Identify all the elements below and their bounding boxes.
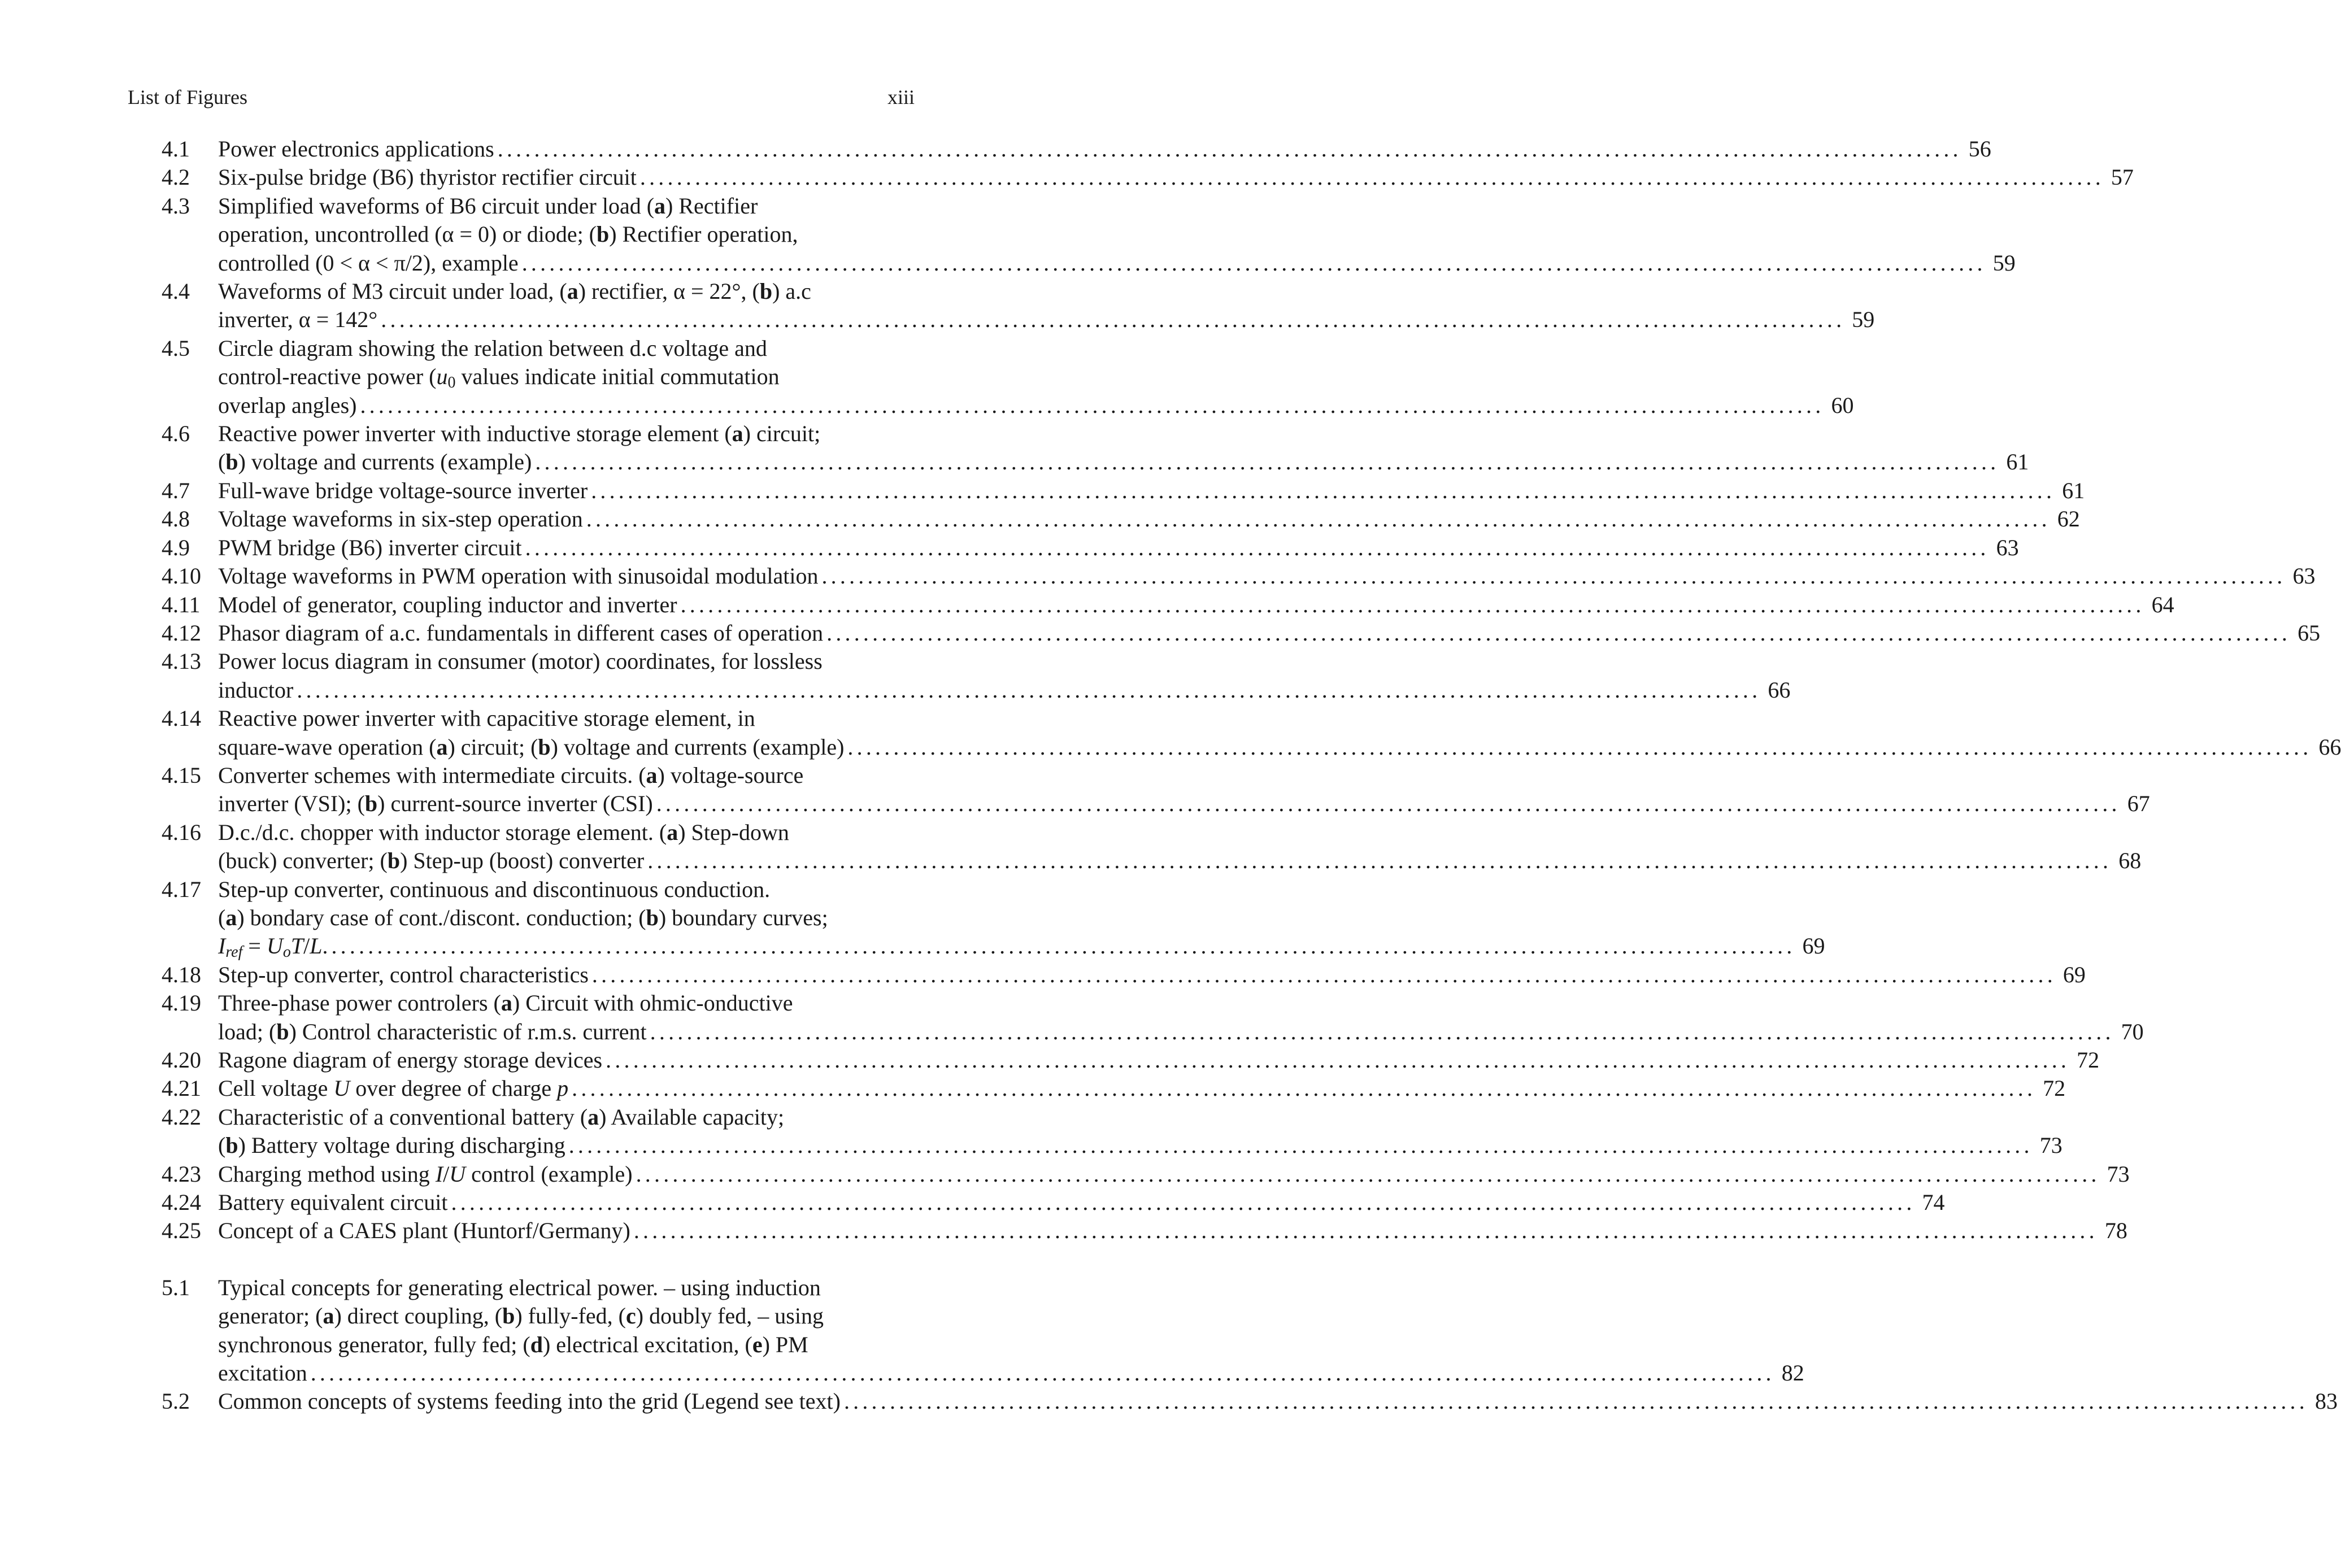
caption-last-line [218, 1131, 2062, 1160]
dot-leader: ................................................................................................................................................................ [310, 1360, 1775, 1386]
figure-caption [218, 704, 2341, 761]
dot-leader: ................................................................................................................................................................ [636, 1161, 2100, 1187]
caption-line: Step-up converter, control characteristics [218, 961, 589, 987]
figure-page-number: 60 [1831, 392, 1854, 418]
figure-entry [162, 619, 2321, 647]
figure-number: 4.13 [162, 648, 201, 674]
caption-last-line [218, 391, 1854, 420]
caption-last-line [218, 505, 2080, 533]
figure-entry [162, 647, 1791, 704]
figure-number: 5.2 [162, 1388, 190, 1414]
dot-leader: ................................................................................................................................................................ [639, 164, 2104, 190]
dot-leader: ................................................................................................................................................................ [297, 677, 1761, 703]
dot-leader: ................................................................................................................................................................ [680, 591, 2145, 617]
caption-last-line [218, 961, 2086, 989]
caption-line: Full-wave bridge voltage-source inverter [218, 477, 588, 503]
figure-page-number: 82 [1781, 1360, 1804, 1386]
figure-entry [162, 1387, 2338, 1415]
figure-number: 4.3 [162, 193, 190, 219]
caption-line: Circle diagram showing the relation between d.c voltage and [218, 335, 767, 361]
figure-caption [218, 619, 2321, 647]
caption-last-line [218, 448, 2029, 476]
figure-entry [162, 1046, 2100, 1074]
figure-caption [218, 1046, 2100, 1074]
caption-last-line [218, 534, 2019, 562]
dot-leader: ................................................................................................................................................................ [525, 534, 1990, 560]
caption-line: square-wave operation (a) circuit; (b) voltage and currents (example) [218, 734, 845, 760]
figure-entry [162, 562, 2316, 590]
figure-caption [218, 876, 1825, 961]
figure-page-number: 73 [2107, 1161, 2130, 1187]
figure-caption [218, 761, 2150, 818]
caption-last-line [218, 163, 2134, 191]
figure-page-number: 61 [2062, 477, 2085, 503]
list-of-figures [162, 135, 2341, 1416]
caption-line: Power locus diagram in consumer (motor) coordinates, for lossless [218, 648, 823, 674]
caption-last-line [218, 676, 1791, 704]
figure-entry [162, 334, 1854, 420]
caption-line: Power electronics applications [218, 136, 494, 162]
figure-entry [162, 1274, 1804, 1388]
caption-line: (b) voltage and currents (example) [218, 449, 532, 475]
figure-caption [218, 420, 2029, 477]
figure-page-number: 72 [2077, 1047, 2100, 1073]
figure-page-number: 64 [2151, 591, 2174, 617]
caption-line: Model of generator, coupling inductor and inverter [218, 591, 677, 617]
dot-leader: ................................................................................................................................................................ [568, 1133, 2033, 1158]
figure-number: 4.22 [162, 1104, 201, 1130]
caption-line: Voltage waveforms in PWM operation with sinusoidal modulation [218, 563, 819, 589]
figure-entry [162, 1188, 1945, 1217]
figure-page-number: 56 [1968, 136, 1991, 162]
caption-last-line [218, 619, 2321, 647]
caption-line: Charging method using I/U control (example) [218, 1161, 633, 1187]
caption-line: Cell voltage U over degree of charge p [218, 1075, 569, 1101]
figure-page-number: 74 [1922, 1190, 1945, 1216]
dot-leader: ................................................................................................................................................................ [497, 136, 1962, 162]
figure-caption [218, 989, 2144, 1046]
figure-caption [218, 135, 1991, 163]
dot-leader: ................................................................................................................................................................ [591, 477, 2056, 503]
figure-page-number: 72 [2043, 1075, 2066, 1101]
caption-line: inductor [218, 677, 294, 703]
dot-leader: ................................................................................................................................................................ [843, 1388, 2308, 1414]
figure-caption [218, 562, 2316, 590]
figure-number: 4.5 [162, 335, 190, 361]
figure-entry [162, 163, 2134, 191]
running-head-title: List of Figures [128, 86, 247, 108]
figure-number: 4.15 [162, 762, 201, 788]
caption-last-line [218, 847, 2142, 875]
figure-number: 4.18 [162, 961, 201, 987]
caption-last-line [218, 591, 2174, 619]
caption-last-line [218, 562, 2316, 590]
figure-page-number: 63 [1996, 534, 2019, 560]
figure-entry [162, 761, 2150, 818]
figure-caption [218, 1387, 2338, 1415]
caption-last-line [218, 1160, 2130, 1188]
figure-number: 4.19 [162, 990, 201, 1016]
figure-entry [162, 961, 2086, 989]
figure-page-number: 70 [2121, 1018, 2144, 1044]
figure-caption [218, 534, 2019, 562]
figure-number: 4.9 [162, 534, 190, 560]
figure-caption [218, 1274, 1804, 1388]
running-head-page-number: xiii [887, 86, 915, 108]
figure-number: 4.25 [162, 1218, 201, 1244]
figure-caption [218, 818, 2142, 876]
figure-entry [162, 1103, 2062, 1160]
figure-number: 4.20 [162, 1047, 201, 1073]
figure-caption [218, 334, 1854, 420]
figure-caption [218, 1217, 2127, 1245]
figure-entry [162, 818, 2142, 876]
figure-page-number: 73 [2039, 1133, 2062, 1158]
figure-page-number: 59 [1852, 307, 1875, 333]
figure-number: 4.7 [162, 477, 190, 503]
dot-leader: ................................................................................................................................................................ [650, 1018, 2114, 1044]
figure-page-number: 66 [1768, 677, 1791, 703]
figure-entry [162, 1160, 2130, 1188]
figure-entry [162, 704, 2341, 761]
figure-page-number: 66 [2318, 734, 2341, 760]
figure-number: 4.12 [162, 620, 201, 646]
caption-last-line [218, 306, 1875, 334]
figure-number: 4.23 [162, 1161, 201, 1187]
figure-number: 4.11 [162, 591, 201, 617]
caption-line: Six-pulse bridge (B6) thyristor rectifier circuit [218, 164, 637, 190]
figure-number: 4.17 [162, 876, 201, 902]
caption-line: Typical concepts for generating electrical power. – using induction [218, 1274, 821, 1300]
dot-leader: ................................................................................................................................................................ [586, 506, 2051, 532]
caption-line: D.c./d.c. chopper with inductor storage element. (a) Step-down [218, 819, 789, 845]
caption-line: Reactive power inverter with inductive storage element (a) circuit; [218, 421, 821, 447]
dot-leader: ................................................................................................................................................................ [331, 933, 1796, 959]
figure-caption [218, 647, 1791, 704]
caption-last-line [218, 1018, 2144, 1046]
figure-number: 4.10 [162, 563, 201, 589]
figure-number: 4.21 [162, 1075, 201, 1101]
caption-line: Waveforms of M3 circuit under load, (a) rectifier, α = 22°, (b) a.c [218, 278, 811, 304]
caption-line: synchronous generator, fully fed; (d) electrical excitation, (e) PM [218, 1331, 808, 1357]
figure-entry [162, 135, 1991, 163]
figure-entry [162, 1074, 2066, 1103]
caption-last-line [218, 1217, 2127, 1245]
dot-leader: ................................................................................................................................................................ [572, 1075, 2037, 1101]
dot-leader: ................................................................................................................................................................ [591, 961, 2056, 987]
running-head [128, 85, 915, 110]
caption-last-line [218, 932, 1825, 961]
figure-entry [162, 1217, 2127, 1245]
caption-line: Converter schemes with intermediate circuits. (a) voltage-source [218, 762, 804, 788]
figure-entry [162, 420, 2029, 477]
caption-line: Step-up converter, continuous and discontinuous conduction. [218, 876, 771, 902]
dot-leader: ................................................................................................................................................................ [647, 848, 2112, 874]
caption-line: inverter (VSI); (b) current-source inverter (CSI) [218, 791, 653, 817]
dot-leader: ................................................................................................................................................................ [360, 392, 1825, 418]
caption-line: PWM bridge (B6) inverter circuit [218, 534, 522, 560]
caption-line: Concept of a CAES plant (Huntorf/Germany) [218, 1218, 630, 1244]
caption-line: (a) bondary case of cont./discont. conduction; (b) boundary curves; [218, 904, 828, 930]
figure-caption [218, 1074, 2066, 1103]
figure-page-number: 78 [2104, 1218, 2127, 1244]
figure-page-number: 67 [2127, 791, 2150, 817]
figure-number: 4.6 [162, 421, 190, 447]
figure-page-number: 83 [2314, 1388, 2338, 1414]
caption-last-line [218, 135, 1991, 163]
caption-line: operation, uncontrolled (α = 0) or diode; (b) Rectifier operation, [218, 221, 798, 247]
figure-caption [218, 505, 2080, 533]
figure-number: 4.1 [162, 136, 190, 162]
figure-page-number: 59 [1992, 250, 2016, 276]
caption-line: inverter, α = 142° [218, 307, 378, 333]
caption-line: controlled (0 < α < π/2), example [218, 250, 519, 276]
dot-leader: ................................................................................................................................................................ [633, 1218, 2098, 1244]
caption-last-line [218, 1188, 1945, 1217]
dot-leader: ................................................................................................................................................................ [821, 563, 2286, 589]
figure-page-number: 69 [1802, 933, 1825, 959]
figure-page-number: 65 [2298, 620, 2321, 646]
figure-number: 4.4 [162, 278, 190, 304]
dot-leader: ................................................................................................................................................................ [535, 449, 2000, 475]
figure-entry [162, 591, 2174, 619]
figure-page-number: 62 [2057, 506, 2080, 532]
caption-line: generator; (a) direct coupling, (b) fully-fed, (c) doubly fed, – using [218, 1303, 824, 1329]
caption-line: Phasor diagram of a.c. fundamentals in different cases of operation [218, 620, 824, 646]
figure-entry [162, 277, 1875, 334]
figure-entry [162, 534, 2019, 562]
figure-number: 4.24 [162, 1190, 201, 1216]
caption-last-line [218, 249, 2016, 277]
caption-last-line [218, 1387, 2338, 1415]
caption-last-line [218, 1046, 2100, 1074]
figure-entry [162, 876, 1825, 961]
dot-leader: ................................................................................................................................................................ [381, 307, 1846, 333]
figure-caption [218, 163, 2134, 191]
caption-line: overlap angles) [218, 392, 357, 418]
caption-line: excitation [218, 1360, 307, 1386]
caption-line: Battery equivalent circuit [218, 1190, 448, 1216]
figure-number: 4.8 [162, 506, 190, 532]
caption-last-line [218, 1359, 1804, 1387]
dot-leader: ................................................................................................................................................................ [451, 1190, 1916, 1216]
figure-page-number: 68 [2118, 848, 2142, 874]
figure-caption [218, 192, 2016, 277]
figure-entry [162, 477, 2085, 505]
figure-number: 5.1 [162, 1274, 190, 1300]
dot-leader: ................................................................................................................................................................ [847, 734, 2312, 760]
figure-caption [218, 477, 2085, 505]
figure-entry [162, 192, 2016, 277]
caption-line: (buck) converter; (b) Step-up (boost) converter [218, 848, 645, 874]
figure-caption [218, 1188, 1945, 1217]
caption-line: Characteristic of a conventional battery (a) Available capacity; [218, 1104, 785, 1130]
figure-page-number: 63 [2292, 563, 2316, 589]
caption-line: $I_{ref} = U_oT/L$. [218, 933, 328, 961]
figure-number: 4.16 [162, 819, 201, 845]
dot-leader: ................................................................................................................................................................ [826, 620, 2291, 646]
figure-entry [162, 989, 2144, 1046]
dot-leader: ................................................................................................................................................................ [606, 1047, 2070, 1073]
caption-line: Reactive power inverter with capacitive storage element, in [218, 705, 755, 731]
caption-line: Simplified waveforms of B6 circuit under load (a) Rectifier [218, 193, 758, 219]
caption-last-line [218, 1074, 2066, 1103]
caption-last-line [218, 477, 2085, 505]
caption-last-line [218, 733, 2341, 761]
caption-line: Ragone diagram of energy storage devices [218, 1047, 603, 1073]
caption-line: load; (b) Control characteristic of r.m.s. current [218, 1018, 647, 1044]
caption-line: (b) Battery voltage during discharging [218, 1133, 565, 1158]
figure-page-number: 61 [2006, 449, 2029, 475]
caption-last-line [218, 790, 2150, 818]
figure-caption [218, 277, 1875, 334]
figure-caption [218, 591, 2174, 619]
figure-number: 4.2 [162, 164, 190, 190]
figure-caption [218, 961, 2086, 989]
caption-line: control-reactive power ($u_0$ values indicate initial commutation [218, 364, 780, 392]
figure-caption [218, 1160, 2130, 1188]
caption-line: Voltage waveforms in six-step operation [218, 506, 583, 532]
caption-line: Three-phase power controlers (a) Circuit with ohmic-onductive [218, 990, 793, 1016]
figure-page-number: 69 [2062, 961, 2086, 987]
caption-line: Common concepts of systems feeding into the grid (Legend see text) [218, 1388, 841, 1414]
dot-leader: ................................................................................................................................................................ [656, 791, 2121, 817]
figure-caption [218, 1103, 2062, 1160]
figure-entry [162, 505, 2080, 533]
dot-leader: ................................................................................................................................................................ [521, 250, 1986, 276]
figure-page-number: 57 [2111, 164, 2134, 190]
figure-number: 4.14 [162, 705, 201, 731]
